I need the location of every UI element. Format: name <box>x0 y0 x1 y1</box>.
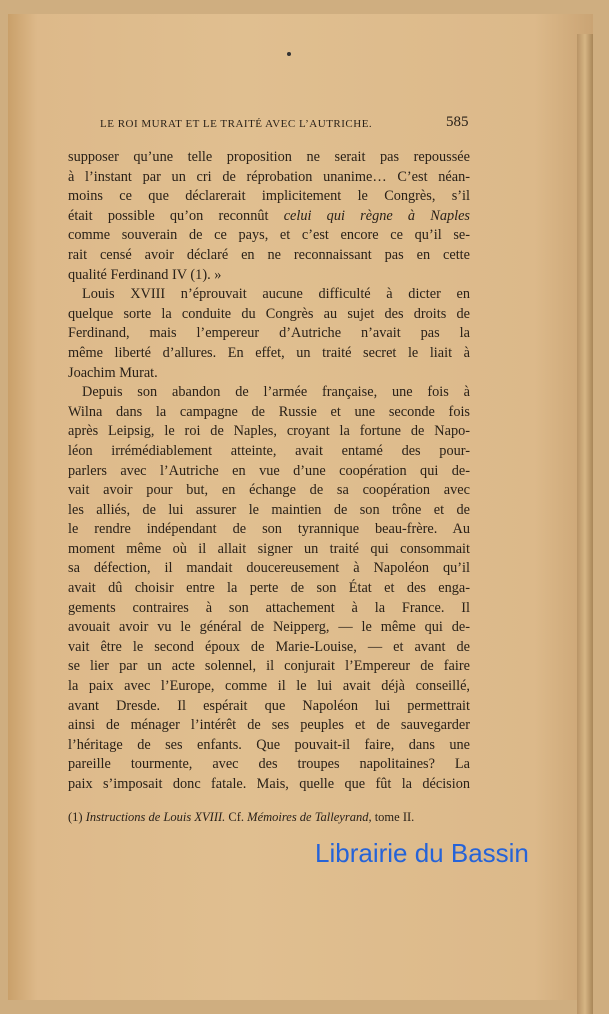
text-line: paix s’imposait donc fatale. Mais, quelle que fût la décision <box>68 776 470 792</box>
text-line: Ferdinand, mais l’empereur d’Autriche n’avait pas la <box>68 325 470 342</box>
footnote-italic-2: Mémoires de Talleyrand, <box>247 810 372 824</box>
line-text: était possible qu’on reconnût <box>68 207 284 224</box>
text-line: ainsi de ménager l’intérêt de ses peuples et de sauvegarder <box>68 717 470 734</box>
text-line: qualité Ferdinand IV (1). » <box>68 266 222 283</box>
footnote-mid: Cf. <box>225 810 248 824</box>
text-line: les alliés, de lui assurer le maintien de son trône et de <box>68 501 470 518</box>
text-line: Wilna dans la campagne de Russie et une seconde fois <box>68 403 470 420</box>
text-line <box>68 207 470 227</box>
text-line: avant Dresde. Il espérait que Napoléon lui permettrait <box>68 697 470 714</box>
text-line: quelque sorte la conduite du Congrès au sujet des droits de <box>68 305 470 322</box>
ink-speck <box>287 52 291 56</box>
text-line: pareille tourmente, avec des troupes napolitaines? La <box>68 756 470 773</box>
text-line: Joachim Murat. <box>68 364 158 381</box>
text-line: avait dû choisir entre la perte de son État et des enga- <box>68 580 470 597</box>
text-line: gements contraires à son attachement à la France. Il <box>68 599 470 616</box>
text-line: la paix avec l’Europe, comme il le lui avait déjà conseillé, <box>68 678 470 695</box>
text-line: le rendre indépendant de son tyrannique beau-frère. Au <box>68 521 470 538</box>
body-text <box>68 148 470 795</box>
footnote-tail: tome II. <box>371 810 415 824</box>
text-line: moins ce que déclarerait implicitement le Congrès, s’il <box>68 188 470 205</box>
text-line: sa défection, il mandait doucereusement à Napoléon qu’il <box>68 560 470 577</box>
text-line: comme souverain de ce pays, et c’est encore ce qu’il se- <box>68 227 470 244</box>
text-line: moment même où il allait signer un traité qui consommait <box>68 540 470 557</box>
text-line: même liberté d’allures. En effet, un traité secret le liait à <box>68 344 470 361</box>
text-line: vait être le second époux de Marie-Louise, — et avant de <box>68 638 470 655</box>
text-line: rait censé avoir déclaré en ne reconnaissant pas en cette <box>68 246 470 263</box>
text-line: se lier par un acte solennel, il conjurait l’Empereur de faire <box>68 658 470 675</box>
footnote <box>68 810 414 825</box>
text-line: l’héritage de ses enfants. Que pouvait-il faire, dans une <box>68 736 470 753</box>
footnote-italic-1: Instructions de Louis XVIII. <box>85 810 226 824</box>
text-line: Depuis son abandon de l’armée française, une fois à <box>82 384 470 401</box>
line-italic-text: celui qui règne à Naples <box>283 207 470 224</box>
text-line: Louis XVIII n’éprouvait aucune difficulté à dicter en <box>82 286 470 303</box>
text-line: avouait avoir vu le général de Neipperg, — le même qui de- <box>68 619 470 636</box>
text-line: après Leipsig, le roi de Naples, croyant la fortune de Napo- <box>68 423 470 440</box>
watermark: Librairie du Bassin <box>315 838 529 868</box>
running-title: LE ROI MURAT ET LE TRAITÉ AVEC L’AUTRICHE. <box>100 118 373 130</box>
footnote-marker: (1) <box>68 810 83 824</box>
page-edge <box>577 34 593 1014</box>
text-line: léon irrémédiablement atteinte, avait entamé des pour- <box>68 442 470 459</box>
text-line: vait avoir pour but, en échange de sa coopération avec <box>68 482 470 499</box>
text-line: à l’instant par un cri de réprobation unanime… C’est néan- <box>68 168 470 185</box>
text-line: supposer qu’une telle proposition ne serait pas repoussée <box>68 149 470 165</box>
page-number: 585 <box>446 114 469 130</box>
text-line: parlers avec l’Autriche en vue d’une coopération qui de- <box>68 462 470 479</box>
